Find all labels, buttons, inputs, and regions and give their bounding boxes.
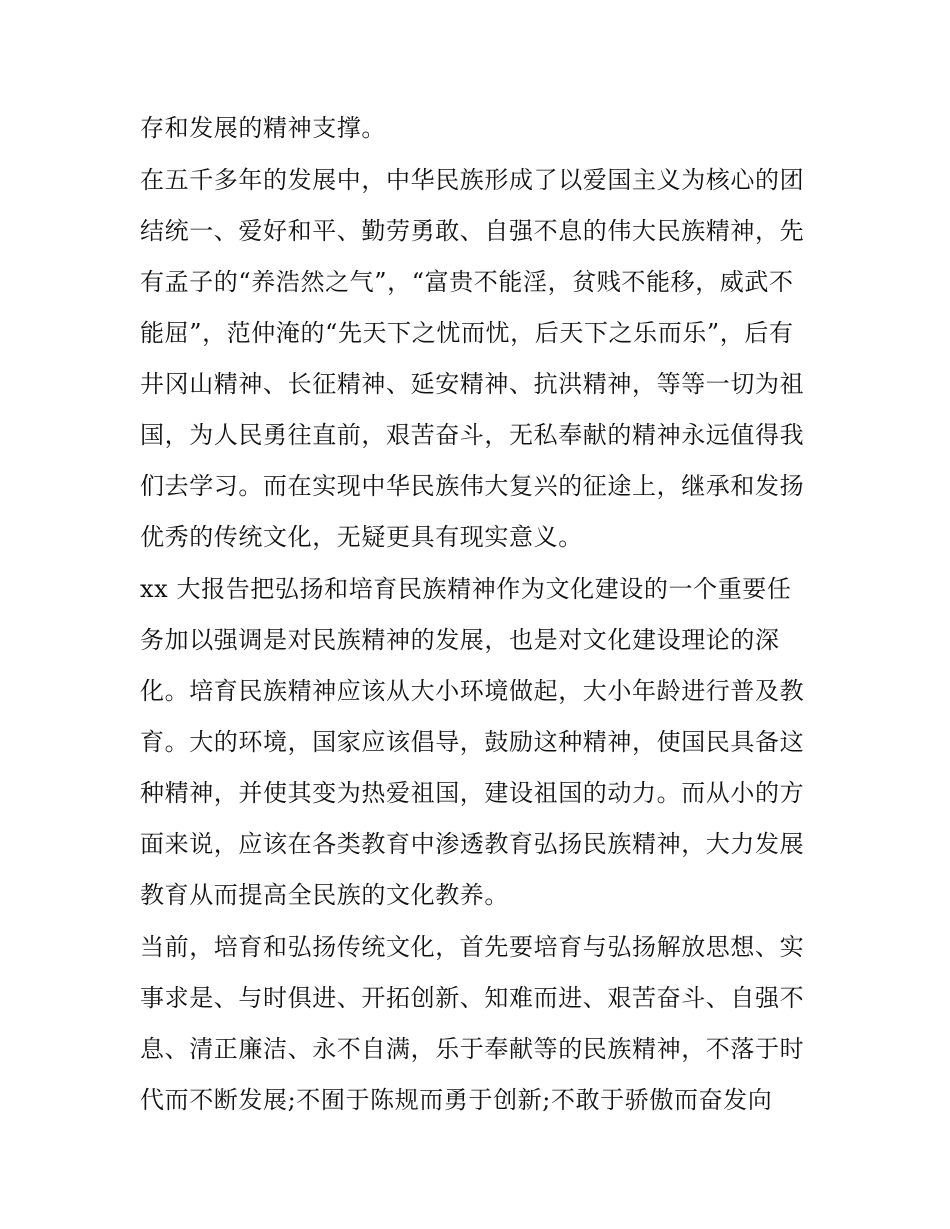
text-line: xx 大报告把弘扬和培育民族精神作为文化建设的一个重要任 [140,575,792,603]
text-line: 有孟子的“养浩然之气”，“富贵不能淫，贫贱不能移，威武不 [140,268,794,296]
text-line: 能屈”，范仲淹的“先天下之忧而忧，后天下之乐而乐”，后有 [140,319,794,347]
text-line: 当前，培育和弘扬传统文化，首先要培育与弘扬解放思想、实 [140,933,805,961]
text-line: 种精神，并使其变为热爱祖国，建设祖国的动力。而从小的方 [140,779,805,807]
text-line: 们去学习。而在实现中华民族伟大复兴的征途上，继承和发扬 [140,472,805,500]
text-line: 育。大的环境，国家应该倡导，鼓励这种精神，使国民具备这 [140,728,805,756]
text-line: 息、清正廉洁、永不自满，乐于奉献等的民族精神，不落于时 [140,1035,805,1063]
text-line: 事求是、与时俱进、开拓创新、知难而进、艰苦奋斗、自强不 [140,984,805,1012]
text-line: 井冈山精神、长征精神、延安精神、抗洪精神，等等一切为祖 [140,370,805,398]
text-line: 代而不断发展;不囿于陈规而勇于创新;不敢于骄傲而奋发向 [140,1086,773,1114]
text-line: 面来说，应该在各类教育中渗透教育弘扬民族精神，大力发展 [140,830,805,858]
text-line: 存和发展的精神支撑。 [140,114,386,142]
text-line: 教育从而提高全民族的文化教养。 [140,881,509,909]
text-line: 国，为人民勇往直前，艰苦奋斗，无私奉献的精神永远值得我 [140,421,805,449]
text-line: 务加以强调是对民族精神的发展，也是对文化建设理论的深 [140,626,780,654]
text-line: 结统一、爱好和平、勤劳勇敢、自强不息的伟大民族精神，先 [140,217,805,245]
text-line: 化。培育民族精神应该从大小环境做起，大小年龄进行普及教 [140,677,805,705]
text-line: 优秀的传统文化，无疑更具有现实意义。 [140,523,583,551]
text-line: 在五千多年的发展中，中华民族形成了以爱国主义为核心的团 [140,166,805,194]
